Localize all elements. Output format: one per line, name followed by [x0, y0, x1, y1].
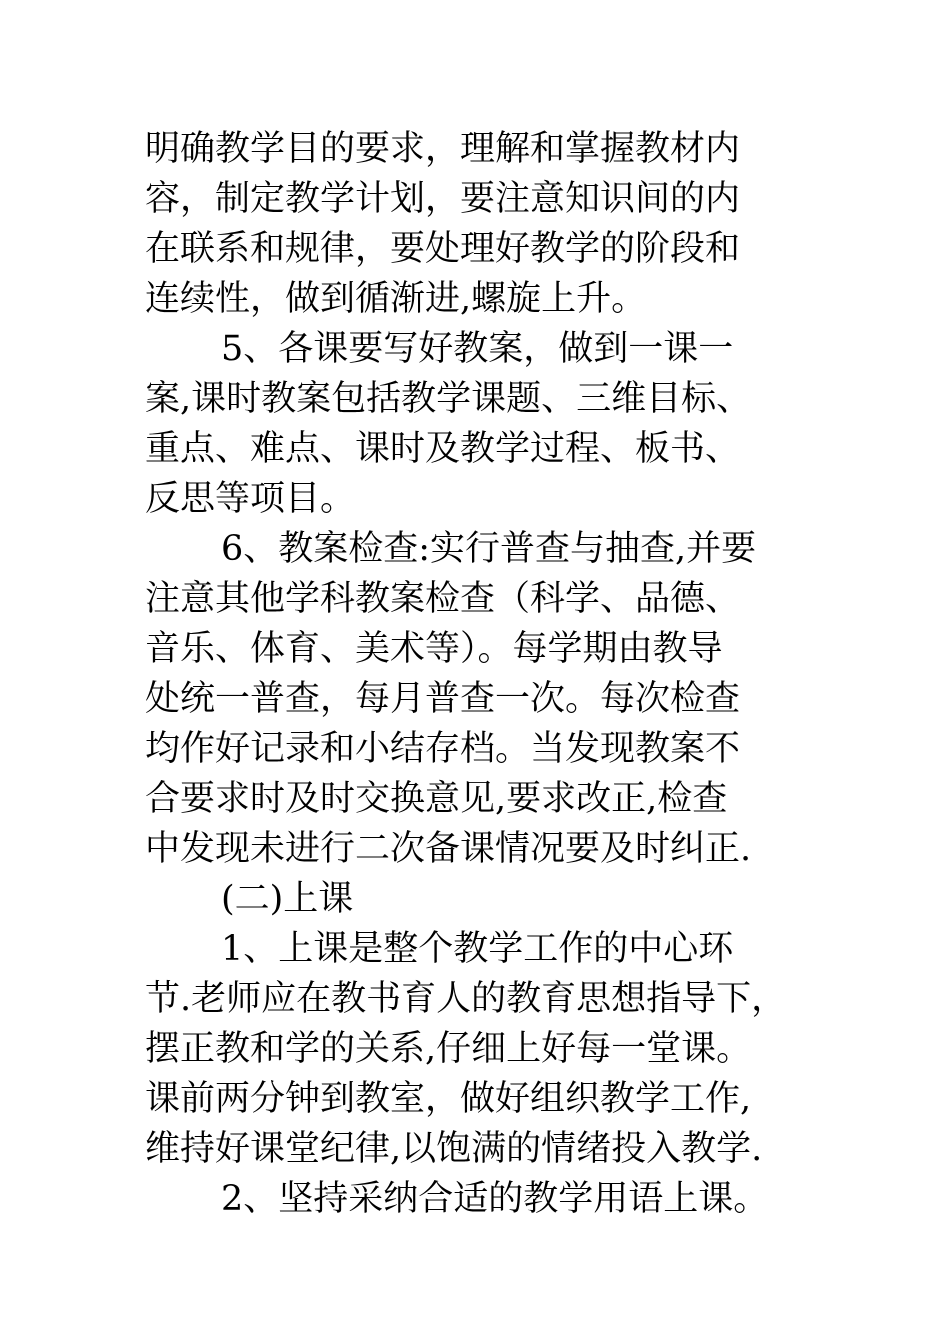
text-line: 摆正教和学的关系,仔细上好每一堂课。 — [145, 1029, 752, 1069]
text-line: 明确教学目的要求，理解和掌握教材内 — [145, 129, 741, 169]
text-line: 6、教案检查:实行普查与抽查,并要 — [221, 529, 757, 569]
text-line: 音乐、体育、美术等）。每学期由教导 — [145, 629, 723, 669]
text-line: 节.老师应在教书育人的教育思想指导下， — [145, 979, 787, 1019]
text-line: 处统一普查，每月普查一次。每次检查 — [145, 679, 741, 719]
text-line: 2、坚持采纳合适的教学用语上课。 — [221, 1179, 769, 1219]
text-line: 反思等项目。 — [145, 479, 356, 519]
text-line: 课前两分钟到教室，做好组织教学工作, — [145, 1079, 752, 1119]
text-line: 容，制定教学计划，要注意知识间的内 — [145, 179, 741, 219]
text-line: 1、上课是整个教学工作的中心环 — [221, 929, 734, 969]
text-line: 连续性，做到循渐进,螺旋上升。 — [145, 279, 647, 319]
text-line: 合要求时及时交换意见,要求改正,检查 — [145, 779, 728, 819]
text-line: 重点、难点、课时及教学过程、板书、 — [145, 429, 741, 469]
text-line: (二)上课 — [221, 879, 354, 919]
text-line: 在联系和规律，要处理好教学的阶段和 — [145, 229, 741, 269]
text-line: 中发现未进行二次备课情况要及时纠正. — [145, 829, 752, 869]
document-body — [145, 124, 845, 1224]
text-line: 案,课时教案包括教学课题、三维目标、 — [145, 379, 752, 419]
text-line: 维持好课堂纪律,以饱满的情绪投入教学. — [145, 1129, 763, 1169]
text-line: 注意其他学科教案检查（科学、品德、 — [145, 579, 741, 619]
text-line: 5、各课要写好教案，做到一课一 — [221, 329, 734, 369]
text-line: 均作好记录和小结存档。当发现教案不 — [145, 729, 741, 769]
